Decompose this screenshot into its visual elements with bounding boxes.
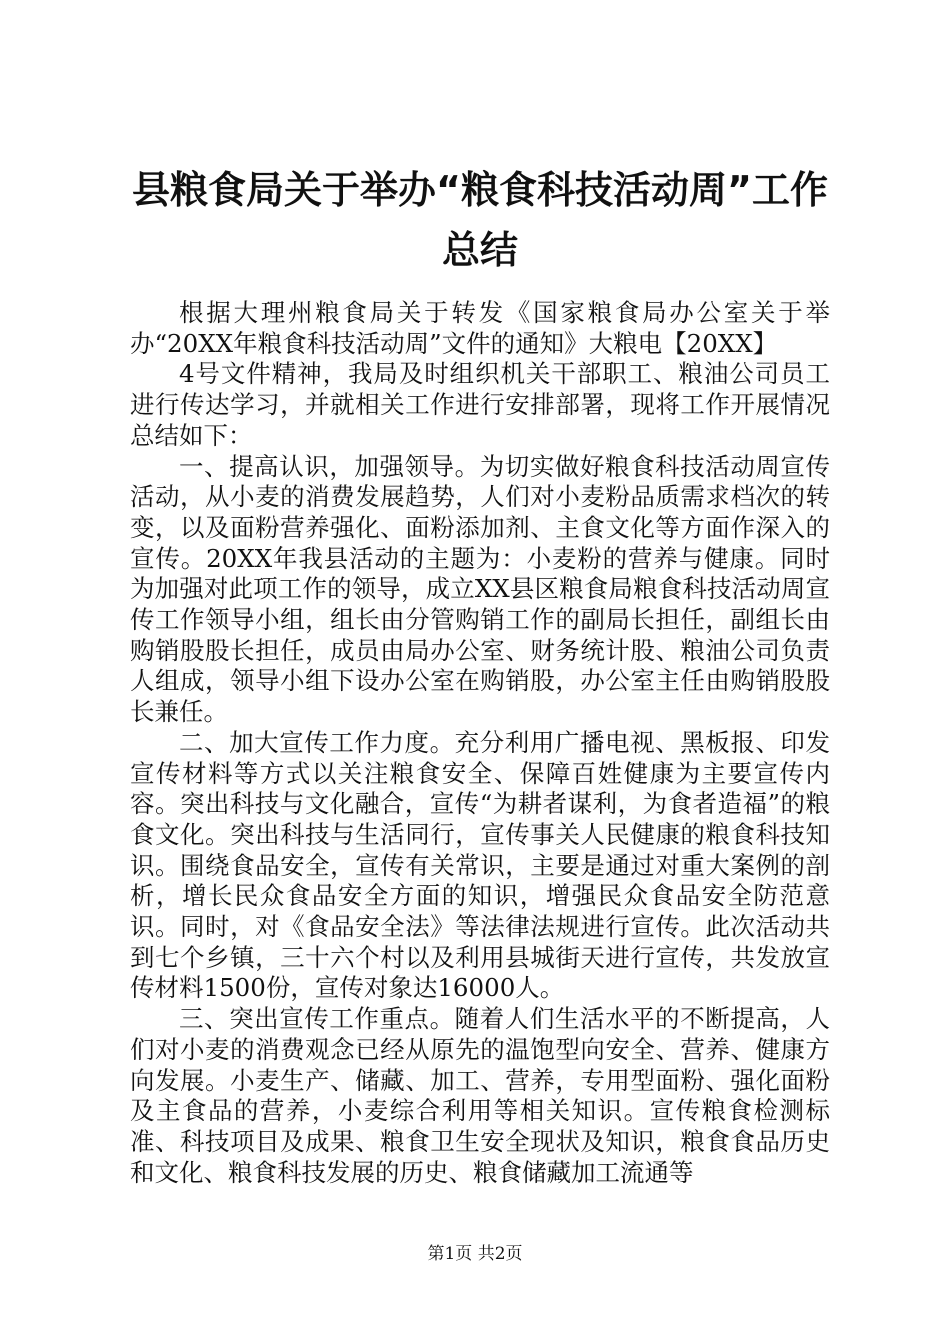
paragraph-intro-continued: 4号文件精神，我局及时组织机关干部职工、粮油公司员工进行传达学习，并就相关工作进行安排部署，现将工作开展情况总结如下：: [130, 359, 830, 450]
document-body: [130, 298, 830, 1188]
paragraph-section-2: 二、加大宣传工作力度。充分利用广播电视、黑板报、印发宣传材料等方式以关注粮食安全、保障百姓健康为主要宣传内容。突出科技与文化融合，宣传“为耕者谋利，为食者造福”的粮食文化。突出科技与生活同行，宣传事关人民健康的粮食科技知识。围绕食品安全，宣传有关常识，主要是通过对重大案例的剖析，增长民众食品安全方面的知识，增强民众食品安全防范意识。同时，对《食品安全法》等法律法规进行宣传。此次活动共到七个乡镇，三十六个村以及利用县城街天进行宣传，共发放宣传材料1500份，宣传对象达16000人。: [130, 727, 830, 1003]
paragraph-intro: 根据大理州粮食局关于转发《国家粮食局办公室关于举办“20XX年粮食科技活动周”文件的通知》大粮电【20XX】: [130, 298, 830, 358]
paragraph-section-3: 三、突出宣传工作重点。随着人们生活水平的不断提高，人们对小麦的消费观念已经从原先的温饱型向安全、营养、健康方向发展。小麦生产、储藏、加工、营养，专用型面粉、强化面粉及主食品的营养，小麦综合利用等相关知识。宣传粮食检测标准、科技项目及成果、粮食卫生安全现状及知识，粮食食品历史和文化、粮食科技发展的历史、粮食储藏加工流通等: [130, 1004, 830, 1187]
page-footer: 第1页 共2页: [427, 1244, 523, 1264]
document-title: 县粮食局关于举办“粮食科技活动周”工作总结: [132, 168, 828, 272]
paragraph-section-1: 一、提高认识，加强领导。为切实做好粮食科技活动周宣传活动，从小麦的消费发展趋势，人们对小麦粉品质需求档次的转变，以及面粉营养强化、面粉添加剂、主食文化等方面作深入的宣传。20XX年我县活动的主题为：小麦粉的营养与健康。同时为加强对此项工作的领导，成立XX县区粮食局粮食科技活动周宣传工作领导小组，组长由分管购销工作的副局长担任，副组长由购销股股长担任，成员由局办公室、财务统计股、粮油公司负责人组成，领导小组下设办公室在购销股，办公室主任由购销股股长兼任。: [130, 451, 830, 727]
